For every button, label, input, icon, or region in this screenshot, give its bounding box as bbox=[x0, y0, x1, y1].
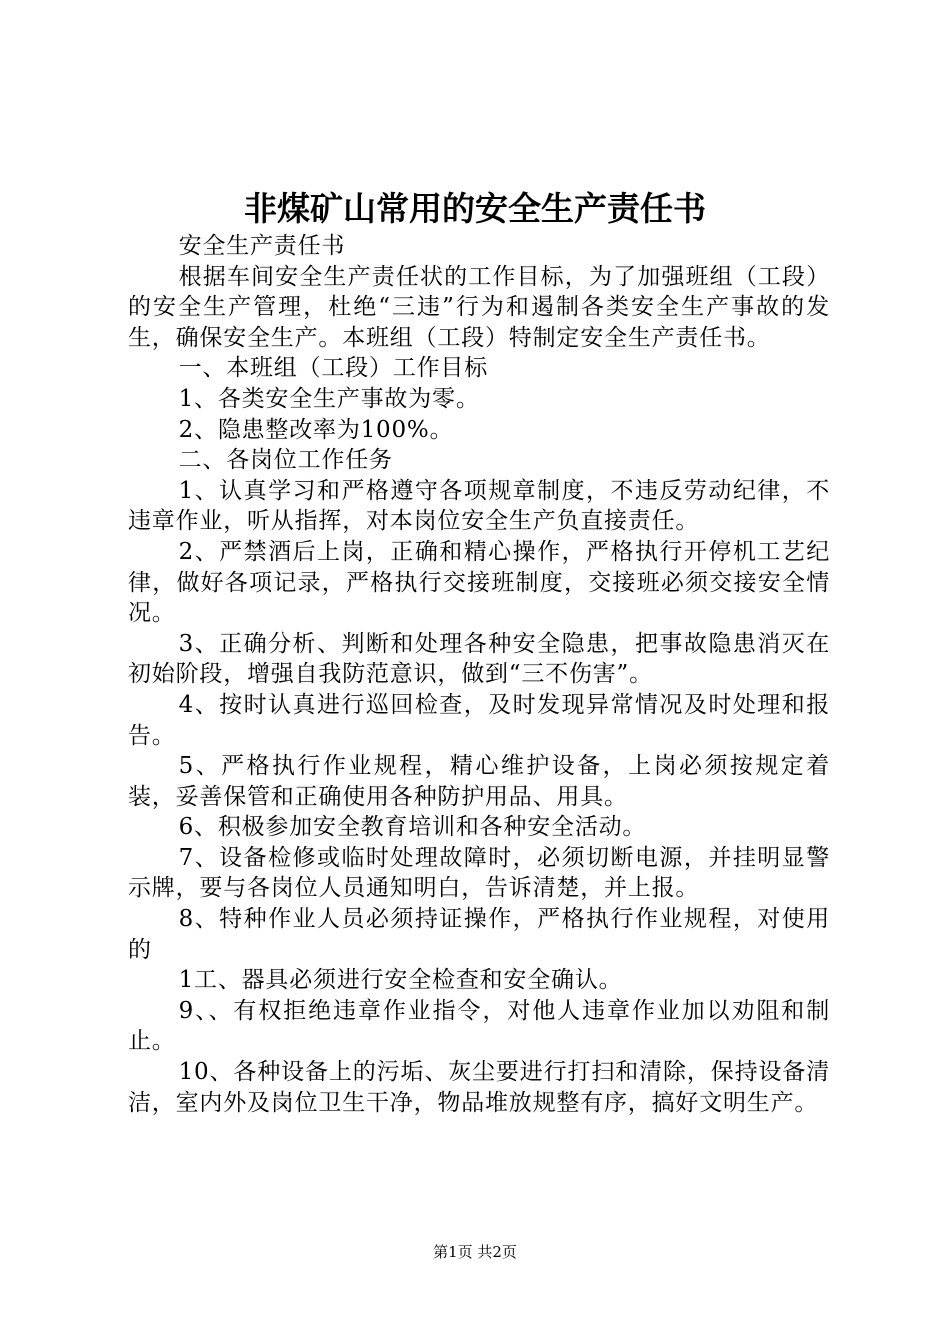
section-heading-tasks: 二、各岗位工作任务 bbox=[178, 447, 393, 474]
goal-item-1: 1、各类安全生产事故为零。 bbox=[178, 385, 480, 412]
page-number: 第1页 共2页 bbox=[433, 1243, 517, 1261]
task-item-6: 6、积极参加安全教育培训和各种安全活动。 bbox=[178, 814, 647, 841]
goal-item-2: 2、隐患整改率为100%。 bbox=[178, 416, 454, 443]
document-body bbox=[128, 231, 830, 1118]
task-item-1: 1、认真学习和严格遵守各项规章制度，不违反劳动纪律，不违章作业，听从指挥，对本岗位安全生产负直接责任。 bbox=[128, 477, 830, 535]
task-item-4: 4、按时认真进行巡回检查，及时发现异常情况及时处理和报告。 bbox=[128, 691, 830, 749]
document-title: 非煤矿山常用的安全生产责任书 bbox=[244, 189, 706, 228]
task-item-2: 2、严禁酒后上岗，正确和精心操作，严格执行开停机工艺纪律，做好各项记录，严格执行交接班制度，交接班必须交接安全情况。 bbox=[128, 538, 830, 627]
task-item-10: 10、各种设备上的污垢、灰尘要进行打扫和清除，保持设备清洁，室内外及岗位卫生干净，物品堆放规整有序，搞好文明生产。 bbox=[128, 1059, 830, 1116]
section-heading-goals: 一、本班组（工段）工作目标 bbox=[178, 355, 488, 382]
task-item-8-continued: 1工、器具必须进行安全检查和安全确认。 bbox=[178, 967, 623, 994]
paragraph-heading: 安全生产责任书 bbox=[178, 233, 346, 259]
task-item-3: 3、正确分析、判断和处理各种安全隐患，把事故隐患消灭在初始阶段，增强自我防范意识，做到“三不伤害”。 bbox=[128, 630, 830, 688]
task-item-5: 5、严格执行作业规程，精心维护设备，上岗必须按规定着装，妥善保管和正确使用各种防护用品、用具。 bbox=[128, 753, 830, 810]
page-footer bbox=[0, 1242, 950, 1262]
task-item-7: 7、设备检修或临时处理故障时，必须切断电源，并挂明显警示牌，要与各岗位人员通知明白，告诉清楚，并上报。 bbox=[128, 844, 830, 902]
task-item-9: 9、、有权拒绝违章作业指令，对他人违章作业加以劝阻和制止。 bbox=[128, 997, 830, 1055]
task-item-8: 8、特种作业人员必须持证操作，严格执行作业规程，对使用的 bbox=[128, 906, 830, 963]
paragraph-intro: 根据车间安全生产责任状的工作目标，为了加强班组（工段）的安全生产管理，杜绝“三违”行为和遏制各类安全生产事故的发生，确保安全生产。本班组（工段）特制定安全生产责任书。 bbox=[128, 263, 830, 351]
